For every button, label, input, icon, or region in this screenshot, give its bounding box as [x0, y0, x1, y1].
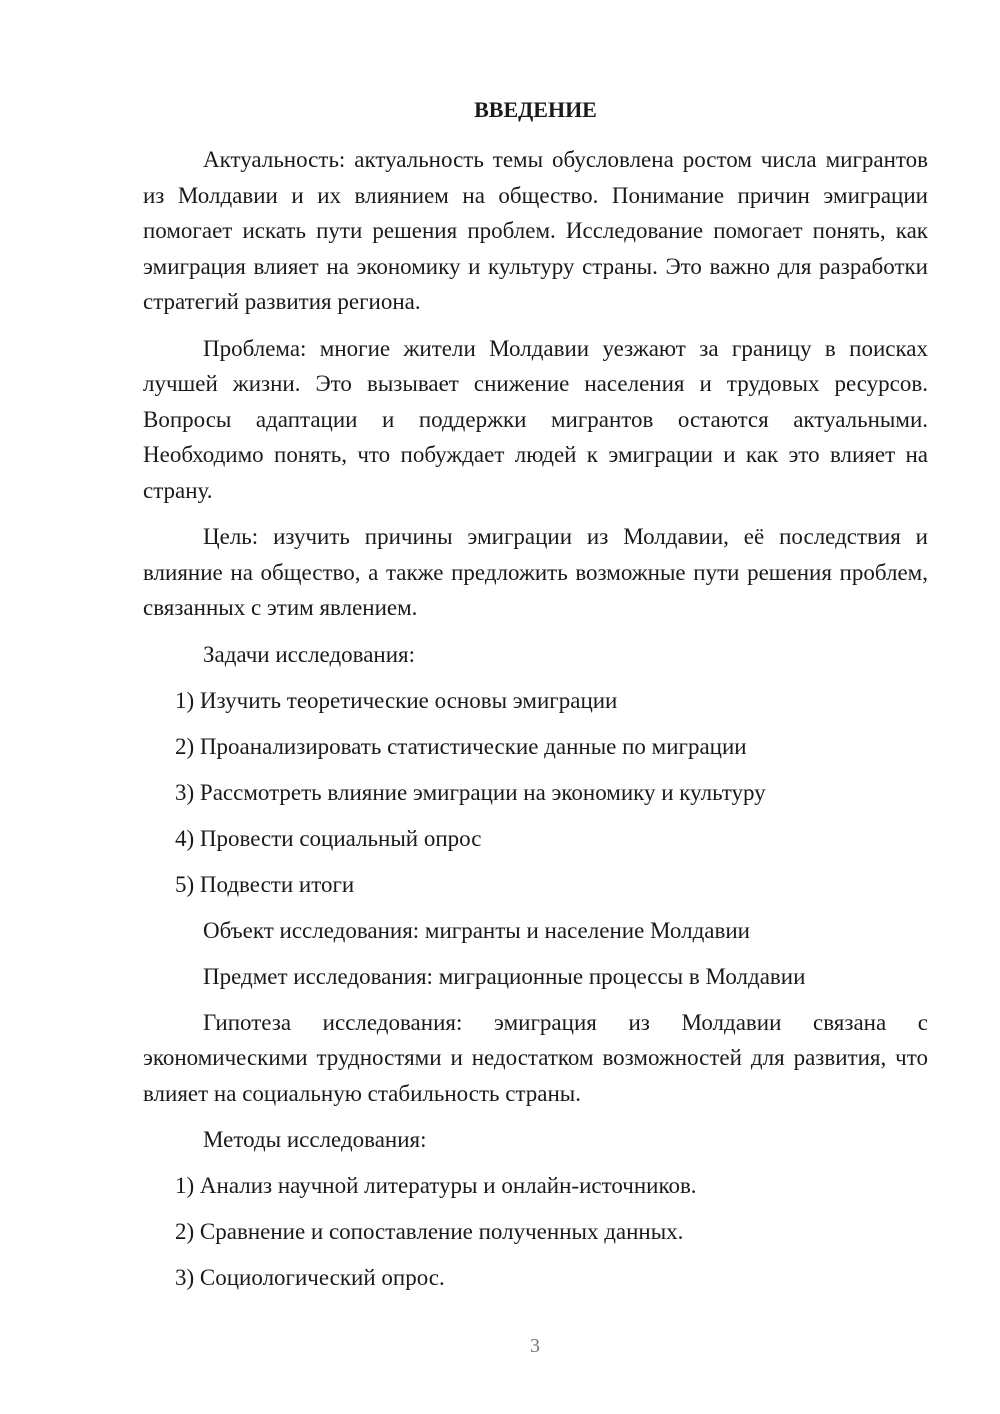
list-item: 3) Социологический опрос. [175, 1265, 445, 1290]
research-subject: Предмет исследования: миграционные процессы в Молдавии [203, 963, 806, 989]
relevance-paragraph: Актуальность: актуальность темы обусловлена ростом числа мигрантов из Молдавии и их влиянием на общество. Понимание причин эмиграции помогает искать пути решения проблем. Исследование помогает понять, как эмиграция влияет на экономику и культуру страны. Это важно для разработки стратегий развития региона. [143, 147, 928, 314]
hypothesis-paragraph: Гипотеза исследования: эмиграция из Молдавии связана с экономическими трудностями и недостатком возможностей для развития, что влияет на социальную стабильность страны. [143, 1009, 928, 1106]
list-item: 5) Подвести итоги [175, 871, 355, 897]
problem-paragraph: Проблема: многие жители Молдавии уезжают за границу в поисках лучшей жизни. Это вызывает снижение населения и трудовых ресурсов. Вопросы адаптации и поддержки мигрантов остаются актуальными. Необходимо понять, что побуждает людей к эмиграции и как это влияет на страну. [143, 335, 928, 503]
tasks-list [143, 683, 928, 902]
methods-list [143, 1168, 928, 1295]
tasks-heading: Задачи исследования: [203, 641, 416, 667]
list-item: 2) Сравнение и сопоставление полученных данных. [175, 1219, 684, 1244]
methods-heading: Методы исследования: [203, 1127, 427, 1152]
goal-paragraph: Цель: изучить причины эмиграции из Молдавии, её последствия и влияние на общество, а также предложить возможные пути решения проблем, связанных с этим явлением. [143, 524, 928, 620]
list-item: 1) Анализ научной литературы и онлайн-источников. [175, 1173, 697, 1198]
research-object: Объект исследования: мигранты и население Молдавии [203, 917, 750, 943]
list-item: 1) Изучить теоретические основы эмиграции [175, 687, 618, 713]
page-number: 3 [530, 1335, 540, 1357]
section-title: ВВЕДЕНИЕ [474, 97, 597, 122]
document-body [143, 95, 928, 1306]
list-item: 2) Проанализировать статистические данные по миграции [175, 733, 747, 759]
list-item: 4) Провести социальный опрос [175, 825, 482, 851]
list-item: 3) Рассмотреть влияние эмиграции на экономику и культуру [175, 779, 766, 805]
